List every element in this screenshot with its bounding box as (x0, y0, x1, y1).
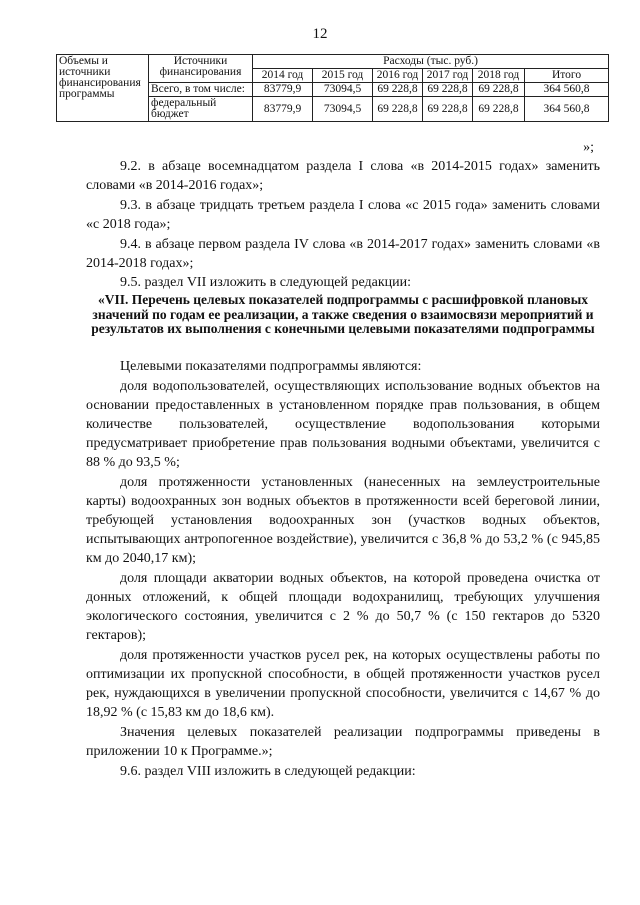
paragraph-9-2: 9.2. в абзаце восемнадцатом раздела I слова «в 2014-2015 годах» заменить словами «в 2014-2016 годах»; (86, 159, 600, 193)
indicator-paragraph: доля водопользователей, осуществляющих использование водных объектов на основании предоставленных в установленном порядке прав пользования, в общем количестве пользователей, осуществление водопользования которыми предусматривает приобретение прав пользования водными объектами, увеличится с 88 % до 93,5 %; (86, 379, 600, 470)
cell: 73094,5 (313, 83, 373, 97)
table-closing-quote: »; (583, 140, 594, 155)
closing-paragraph: Значения целевых показателей реализации подпрограммы приведены в приложении 10 к Программе.»; (86, 725, 600, 759)
indicators-intro: Целевыми показателями подпрограммы являются: (120, 359, 422, 374)
cell: 364 560,8 (525, 97, 609, 122)
paragraph-9-6: 9.6. раздел VIII изложить в следующей редакции: (120, 764, 416, 779)
indicator-paragraph: доля площади акватории водных объектов, на которой проведена очистка от донных отложений, к общей площади водохранилищ, требующих улучшения экологического состояния, увеличится с 2 % до 50,7 % (с 150 гектаров до 5320 гектаров); (86, 571, 600, 643)
cell: 69 228,8 (473, 97, 525, 122)
cell: 69 228,8 (373, 83, 423, 97)
cell: 69 228,8 (473, 83, 525, 97)
year-header: 2018 год (473, 69, 525, 83)
indicator-paragraph: доля протяженности установленных (нанесенных на землеустроительные карты) водоохранных зон водных объектов в протяженности всей береговой линии, требующей установления водоохранных зон (участков водных объектов, испытывающих антропогенное воздействие), увеличится с 36,8 % до 53,2 % (с 945,85 км до 2040,17 км); (86, 475, 600, 566)
year-header: 2015 год (313, 69, 373, 83)
cell: 69 228,8 (423, 97, 473, 122)
year-header: 2017 год (423, 69, 473, 83)
page-number: 12 (312, 26, 328, 42)
row-label: Всего, в том числе: (149, 83, 253, 97)
year-header: 2014 год (253, 69, 313, 83)
paragraph-9-3: 9.3. в абзаце тридцать третьем раздела I слова «с 2015 года» заменить словами «с 2018 года»; (86, 198, 600, 232)
cell: 73094,5 (313, 97, 373, 122)
paragraph-9-5: 9.5. раздел VII изложить в следующей редакции: (120, 275, 412, 290)
section-heading: «VII. Перечень целевых показателей подпрограммы с расшифровкой плановых значений по годам ее реализации, а также сведения о взаимосвязи мероприятий и результатов их выполнения с конечными целевыми показателями подпрограммы (91, 292, 595, 336)
cell: 83779,9 (253, 97, 313, 122)
table-header-volumes: Объемы и источники финансирования программы (57, 55, 149, 122)
total-header: Итого (525, 69, 609, 83)
financing-table (56, 54, 609, 122)
table-header-expenses: Расходы (тыс. руб.) (253, 55, 609, 69)
year-header: 2016 год (373, 69, 423, 83)
cell: 83779,9 (253, 83, 313, 97)
cell: 69 228,8 (423, 83, 473, 97)
table-header-sources: Источники финансирования (149, 55, 253, 83)
cell: 364 560,8 (525, 83, 609, 97)
row-label: федеральный бюджет (149, 97, 253, 122)
cell: 69 228,8 (373, 97, 423, 122)
indicator-paragraph: доля протяженности участков русел рек, на которых осуществлены работы по оптимизации их пропускной способности, в общей протяженности участков русел рек, нуждающихся в увеличении пропускной способности, увеличится с 14,67 % до 18,92 % (с 15,83 км до 18,6 км). (86, 648, 600, 720)
paragraph-9-4: 9.4. в абзаце первом раздела IV слова «в 2014-2017 годах» заменить словами «в 2014-2018 годах»; (86, 237, 600, 271)
